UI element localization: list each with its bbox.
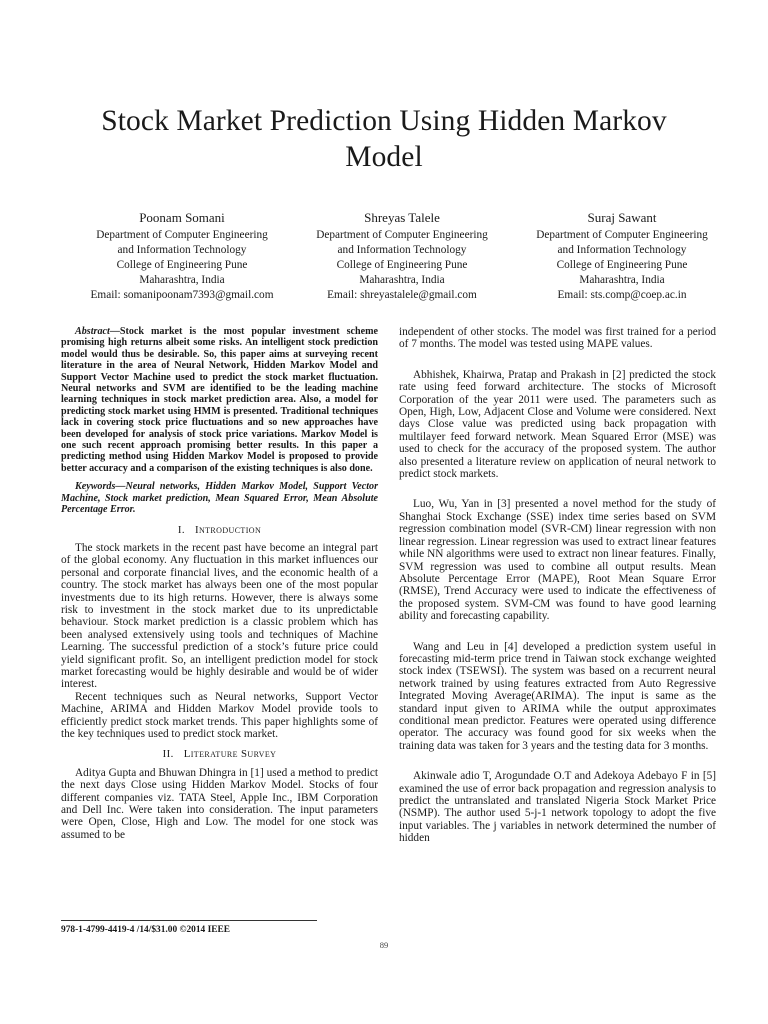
author-name: Shreyas Talele (364, 210, 440, 225)
paragraph-gap (399, 351, 716, 369)
paragraph-gap (399, 623, 716, 641)
author-dept-line2: and Information Technology (337, 244, 467, 256)
abstract-label: Abstract (75, 326, 110, 337)
paragraph-gap (399, 752, 716, 770)
abstract-text: —Stock market is the most popular investment scheme promising high returns albeit some risks. An intelligent stock prediction model would thus be desirable. So, this paper aims at surveying recent literature in the area of Neural Network, Hidden Markov Model and Support Vector Machine used to predict the stock market fluctuation. Neural networks and SVM are identified to be the leading machine learning techniques in stock market prediction area. Also, a model for predicting stock market using HMM is presented. Traditional techniques lack in covering stock price fluctuations and so new approaches have been developed for analysis of stock price variations. Markov Model is one such recent approach promising better results. In this paper a predicting method using Hidden Markov Model is proposed to provide better accuracy and a comparison of the existing techniques is also done. (61, 326, 378, 474)
intro-paragraph-2: Recent techniques such as Neural networks, Support Vector Machine, ARIMA and Hidden Markov Model provide tools to efficiently predict stock market trends. This paper highlights some of the key techniques used to predict stock market. (61, 690, 378, 740)
author-dept-line2: and Information Technology (557, 244, 687, 256)
author-location: Maharashtra, India (139, 274, 225, 286)
intro-paragraph-1: The stock markets in the recent past have become an integral part of the global economy. Any fluctuation in this market influences our personal and corporate financial lives, and the economic health of a country. The stock market has always been one of the most popular investments due to its high returns. However, there is always some risk to investment in the stock market due to its unpredictable behaviour. Stock market prediction is a classic problem which has been analysed extensively using tools and techniques of Machine Learning. The successful prediction of a stock’s future price could yield significant profit. So, an intelligent prediction model for stock market forecasting would be highly desirable and would be of wider interest. (61, 541, 378, 691)
section-heading-introduction (61, 524, 378, 536)
author-dept: Department of Computer Engineering (536, 229, 708, 241)
author-email: Email: sts.comp@coep.ac.in (557, 289, 687, 301)
left-column (61, 326, 378, 841)
author-name: Suraj Sawant (587, 210, 657, 225)
footnote-copyright: 978-1-4799-4419-4 /14/$31.00 ©2014 IEEE (61, 925, 230, 935)
page-number: 89 (379, 940, 389, 950)
section-number: I. (177, 523, 185, 536)
keywords: Keywords—Neural networks, Hidden Markov Model, Support Vector Machine, Stock market prediction, Mean Squared Error, Mean Absolute Percentage Error. (61, 481, 378, 516)
author-location: Maharashtra, India (359, 274, 445, 286)
literature-paragraph-1: Aditya Gupta and Bhuwan Dhingra in [1] used a method to predict the next days Close using Hidden Markov Model. Stocks of four different companies viz. TATA Steel, Apple Inc., IBM Corporation and Dell Inc. Were taken into consideration. The input parameters were Open, Close, High and Low. The model for one stock was assumed to be (61, 766, 378, 841)
paper-title: Stock Market Prediction Using Hidden Markov Model (101, 105, 667, 173)
section-number: II. (162, 748, 174, 761)
author-college: College of Engineering Pune (116, 259, 248, 271)
right-paragraph-2: Abhishek, Khairwa, Pratap and Prakash in [2] predicted the stock rate using feed forward architecture. The stocks of Microsoft Corporation of the year 2011 were used. The parameters such as Open, High, Low, Adjacent Close and Volume were considered. Next days Close value was predicted using back propagation with multilayer feed forward network. Mean Squared Error (MSE) was used to check for the accuracy of the proposed system. The author also presented a literature review on application of neural network to predict stock markets. (399, 368, 716, 481)
author-location: Maharashtra, India (579, 274, 665, 286)
author-dept-line2: and Information Technology (117, 244, 247, 256)
author-college: College of Engineering Pune (336, 259, 468, 271)
paragraph-gap (399, 480, 716, 498)
author-dept: Department of Computer Engineering (316, 229, 488, 241)
right-column (399, 326, 716, 845)
author-2 (292, 209, 512, 303)
author-name: Poonam Somani (139, 210, 225, 225)
footnote-rule (61, 920, 317, 921)
section-title: Literature Survey (183, 748, 277, 761)
author-3 (512, 209, 732, 303)
author-1 (72, 209, 292, 303)
author-email: Email: shreyastalele@gmail.com (327, 289, 477, 301)
section-title: Introduction (194, 523, 262, 536)
section-heading-literature-survey (61, 748, 378, 760)
author-block (72, 209, 732, 303)
right-paragraph-1: independent of other stocks. The model was first trained for a period of 7 months. The model was tested using MAPE values. (399, 326, 716, 351)
author-dept: Department of Computer Engineering (96, 229, 268, 241)
right-paragraph-4: Wang and Leu in [4] developed a prediction system useful in forecasting mid-term price trend in Taiwan stock exchange weighted stock index (TSEWSI). The system was based on a recurrent neural network trained by using features extracted from Auto Regressive Integrated Moving Average(ARIMA). The input is same as the standard input given to ARIMA while the output approximates conditional mean predictor. Features were operated using difference operator. The accuracy was found good for six weeks when the training data was taken for 3 years and the testing data for 3 months. (399, 640, 716, 752)
abstract (61, 326, 378, 474)
author-college: College of Engineering Pune (556, 259, 688, 271)
right-paragraph-5: Akinwale adio T, Arogundade O.T and Adekoya Adebayo F in [5] examined the use of error back propagation and regression analysis to predict the untranslated and translated Nigeria Stock Market Price (NSMP). The author used 5-j-1 network topology to adopt the five input variables. The j variables in network determined the number of hidden (399, 770, 716, 845)
author-email: Email: somanipoonam7393@gmail.com (90, 289, 274, 301)
right-paragraph-3: Luo, Wu, Yan in [3] presented a novel method for the study of Shanghai Stock Exchange (SSE) index time series based on SVM regression combination model (SVR-CM) linear regression with non linear regression. Linear regression was used to extract linear features while NN algorithms were used to extract non linear features. Finally, SVM regression was used to combine all output results. Mean Absolute Percentage Error (MAPE), Root Mean Square Error (RMSE), Trend Accuracy were used to indicate the effectiveness of the proposed system. SVM-CM was found to have good learning ability and forecasting capability. (399, 498, 716, 623)
